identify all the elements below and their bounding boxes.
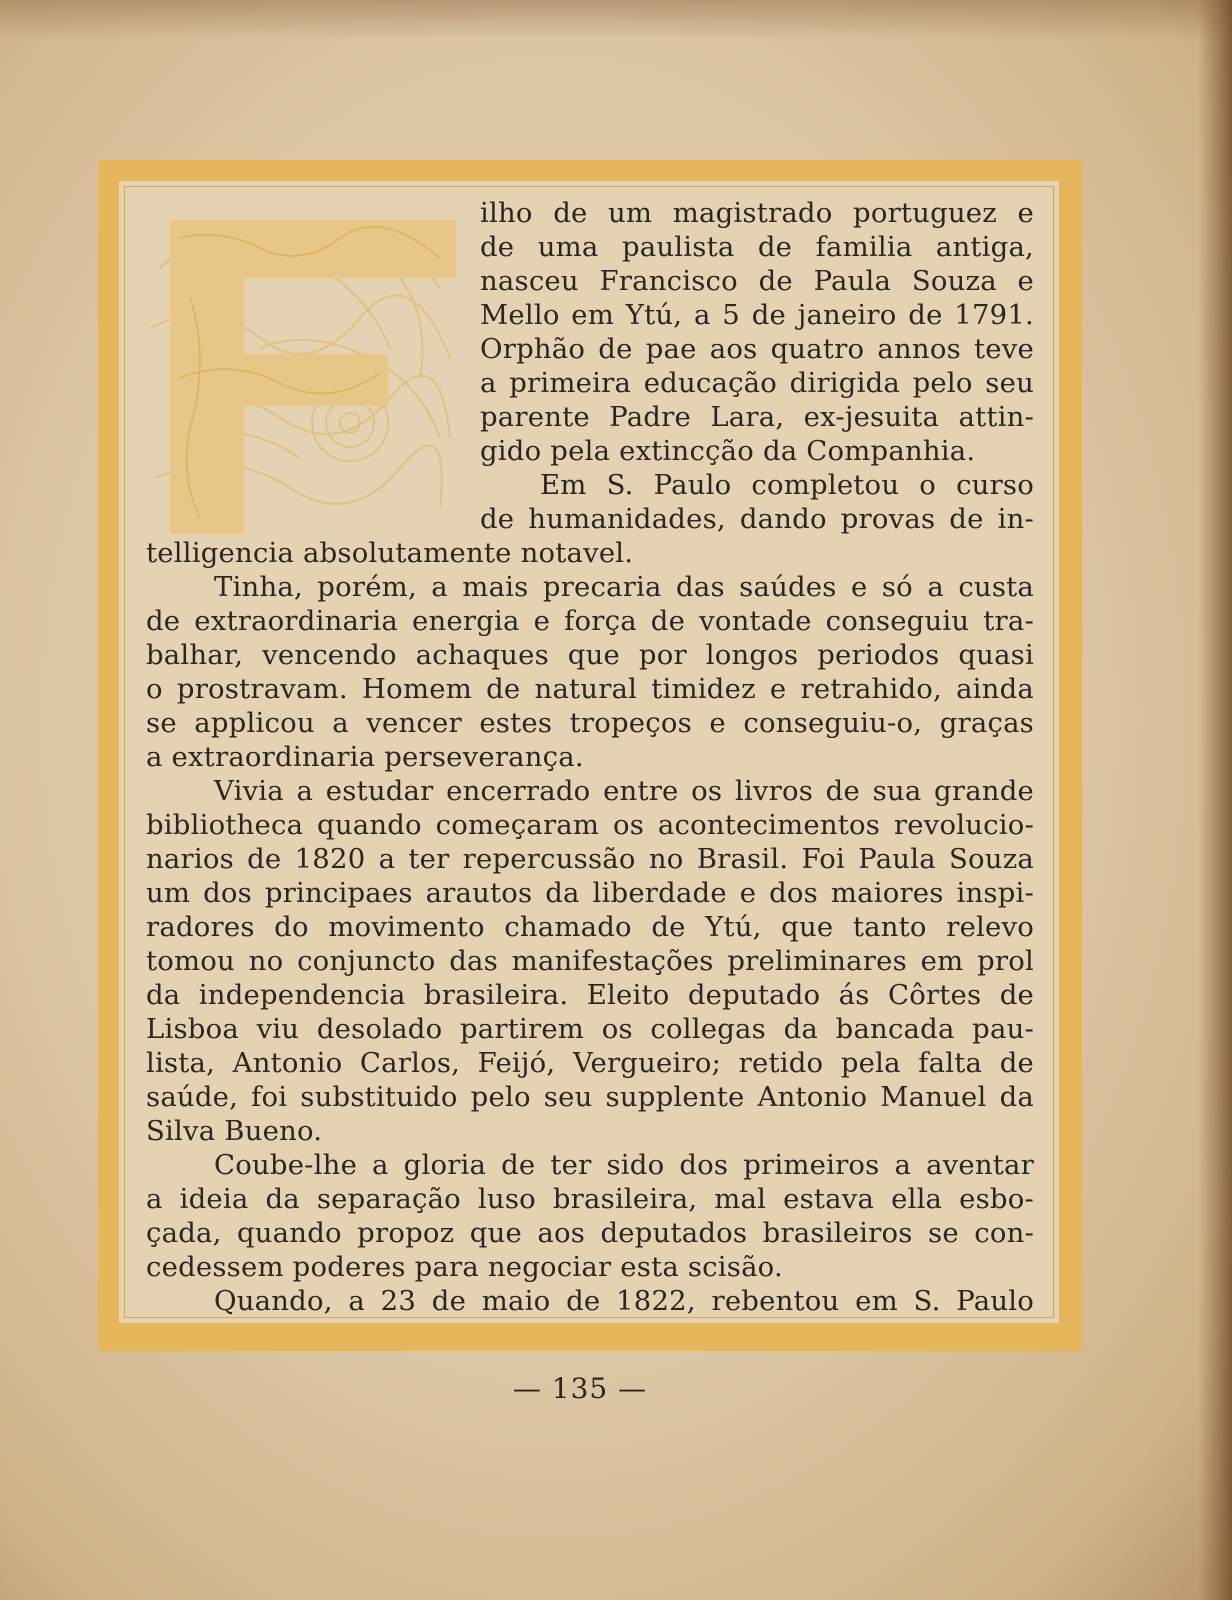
drop-cap-illustration [140,208,458,538]
text-line: Mello em Ytú, a 5 de janeiro de 1791. [480,299,1034,331]
text-line: gido pela extincção da Companhia. [480,435,976,467]
text-line: çada, quando propoz que aos deputados brasileiros se con- [146,1217,1034,1249]
text-line: telligencia absolutamente notavel. [146,537,634,569]
text-line: a primeira educação dirigida pelo seu [480,367,1034,399]
page-number: — 135 — [512,1372,648,1405]
text-line: Orphão de pae aos quatro annos teve [480,333,1034,365]
drop-cap-ornament [140,208,458,538]
text-line: a extraordinaria perseverança. [146,741,584,773]
text-line: um dos principaes arautos da liberdade e dos maiores inspi- [146,877,1034,909]
text-line: Quando, a 23 de maio de 1822, rebentou em S. Paulo [214,1285,1034,1317]
page-shadow-right [1198,0,1232,1600]
text-line: de extraordinaria energia e força de vontade conseguiu tra- [146,605,1034,637]
text-line: da independencia brasileira. Eleito deputado ás Côrtes de [146,979,1034,1011]
text-line: parente Padre Lara, ex-jesuita attin- [480,401,1034,433]
text-line: Tinha, porém, a mais precaria das saúdes e só a custa [214,571,1034,603]
page-shadow-top [0,0,1232,40]
text-line: lista, Antonio Carlos, Feijó, Vergueiro; retido pela falta de [146,1047,1034,1079]
text-line: a ideia da separação luso brasileira, mal estava ella esbo- [146,1183,1034,1215]
text-line: Silva Bueno. [146,1115,323,1147]
text-line: saúde, foi substituido pelo seu supplente Antonio Manuel da [146,1081,1034,1113]
text-line: de uma paulista de familia antiga, [480,231,1034,263]
text-line: bibliotheca quando começaram os acontecimentos revolucio- [146,809,1034,841]
text-line: de humanidades, dando provas de in- [480,503,1034,535]
text-line: ilho de um magistrado portuguez e [480,197,1034,229]
text-line: narios de 1820 a ter repercussão no Brasil. Foi Paula Souza [146,843,1034,875]
text-line: se applicou a vencer estes tropeços e conseguiu-o, graças [146,707,1034,739]
text-line: Coube-lhe a gloria de ter sido dos primeiros a aventar [214,1149,1034,1181]
text-line: Lisboa viu desolado partirem os collegas da bancada pau- [146,1013,1034,1045]
text-line: cedessem poderes para negociar esta scisão. [146,1251,783,1283]
text-line: Vivia a estudar encerrado entre os livros de sua grande [214,775,1034,807]
text-line: Em S. Paulo completou o curso [540,469,1034,501]
text-line: balhar, vencendo achaques que por longos periodos quasi [146,639,1034,671]
text-line: tomou no conjuncto das manifestações preliminares em prol [146,945,1034,977]
text-line: nasceu Francisco de Paula Souza e [480,265,1034,297]
text-line: o prostravam. Homem de natural timidez e retrahido, ainda [146,673,1034,705]
text-line: radores do movimento chamado de Ytú, que tanto relevo [146,911,1034,943]
